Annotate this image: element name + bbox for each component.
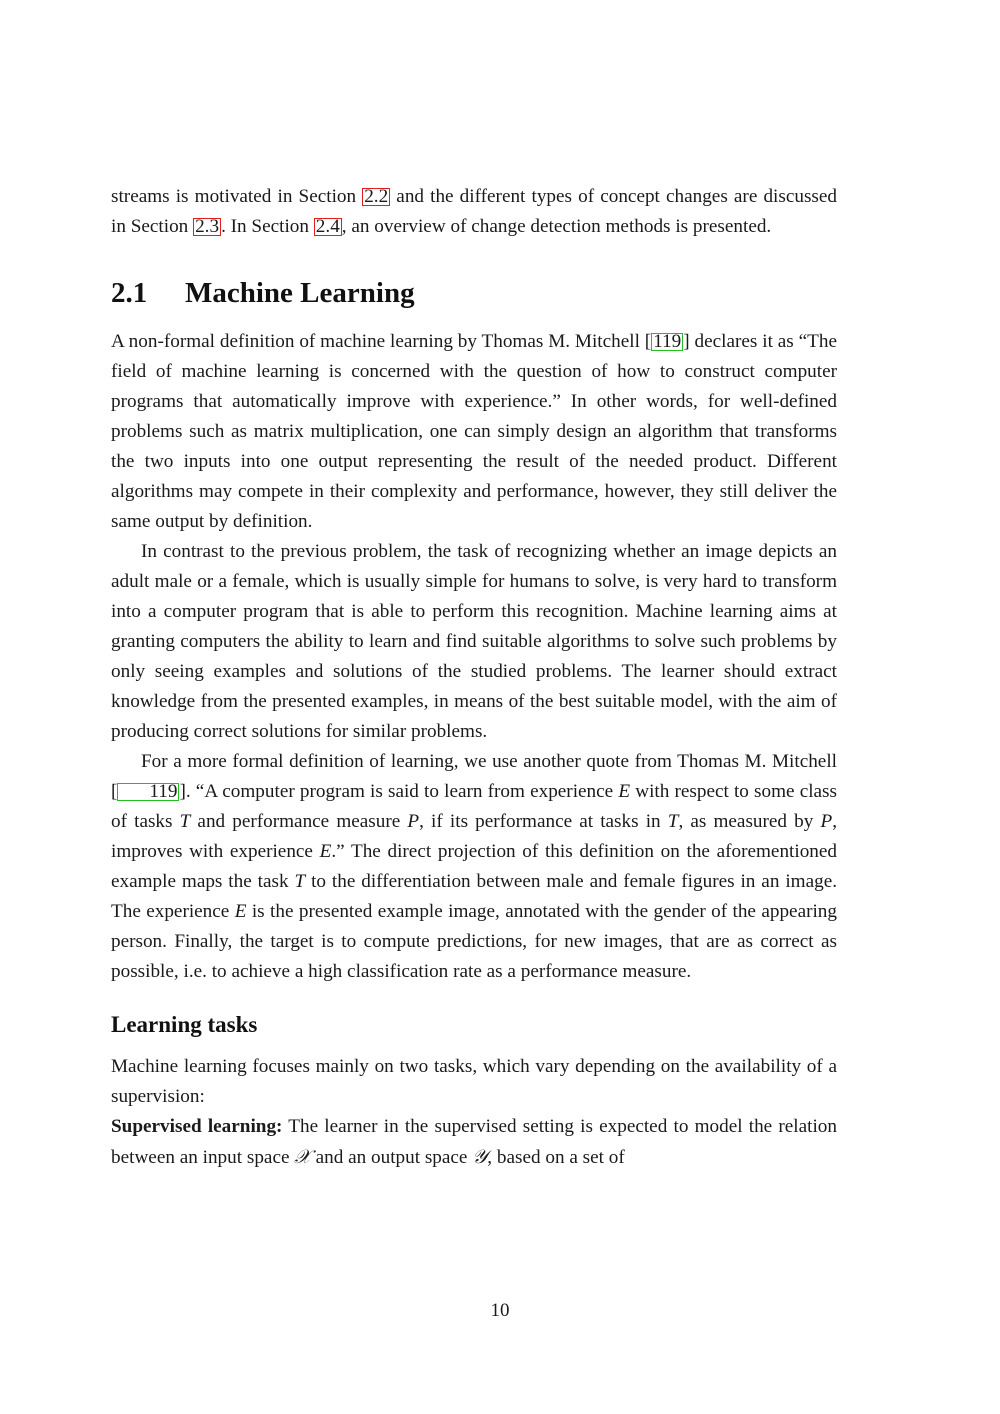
paragraph-supervised-learning	[111, 1112, 837, 1173]
paragraph-text: , based on a set of	[487, 1147, 625, 1168]
math-input-space: 𝒳	[294, 1145, 311, 1168]
math-E: E	[234, 901, 247, 922]
paragraph-text: with respect to some class of tasks	[111, 781, 837, 832]
paragraph-formal-definition	[111, 747, 837, 987]
paragraph-text: A non-formal definition of machine learning by Thomas M. Mitchell [	[111, 331, 652, 352]
paragraph-text: ] declares it as “The field of machine learning is concerned with the question of how to construct computer programs that automatically improve with experience.” In other words, for well-defined problems such as matrix multiplication, one can simply design an algorithm that transforms the two inputs into one output representing the result of the needed product. Different algorithms may compete in their complexity and performance, however, they still deliver the same output by definition.	[111, 331, 837, 532]
paragraph-text: is the presented example image, annotated with the gender of the appearing person. Finally, the target is to compute predictions, for new images, that are as correct as possible, i.e. to achieve a high classification rate as a performance measure.	[111, 901, 837, 982]
math-E: E	[618, 781, 631, 802]
intro-text: . In Section	[221, 216, 314, 237]
paragraph-text: , if its performance at tasks in	[419, 811, 668, 832]
math-T: T	[179, 811, 191, 832]
math-E: E	[319, 841, 332, 862]
section-number: 2.1	[111, 277, 148, 309]
section-ref-2-3[interactable]: 2.3	[195, 216, 220, 237]
page-body	[111, 182, 837, 1173]
section-ref-2-2[interactable]: 2.2	[364, 186, 389, 207]
section-heading	[111, 275, 837, 311]
paragraph-text: , improves with experience	[111, 811, 837, 862]
paragraph-text: The learner in the supervised setting is expected to model the relation between an input space	[111, 1116, 837, 1168]
section-ref-2-4[interactable]: 2.4	[315, 216, 340, 237]
intro-text: streams is motivated in Section	[111, 186, 363, 207]
intro-paragraph	[111, 182, 837, 242]
paragraph-text: to the differentiation between male and female figures in an image. The experience	[111, 871, 838, 922]
paragraph-text: ]. “A computer program is said to learn from experience	[179, 781, 619, 802]
paragraph-contrast: In contrast to the previous problem, the task of recognizing whether an image depicts an adult male or a female, which is usually simple for humans to solve, is very hard to transform into a computer program that is able to perform this recognition. Machine learning aims at granting computers the ability to learn and find suitable algorithms to solve such problems by only seeing examples and solutions of the studied problems. The learner should extract knowledge from the presented examples, in means of the best suitable model, with the aim of producing correct solutions for similar problems.	[111, 541, 837, 742]
math-output-space: 𝒴	[472, 1145, 488, 1168]
paragraph-text: .” The direct projection of this definition on the aforementioned example maps the task	[111, 841, 837, 892]
citation-119[interactable]: 119	[117, 783, 179, 801]
intro-text: , an overview of change detection methods is presented.	[341, 216, 772, 237]
subsection-heading: Learning tasks	[111, 1012, 258, 1037]
paragraph-definition	[111, 327, 837, 537]
math-T: T	[294, 871, 306, 892]
math-T: T	[667, 811, 679, 832]
math-P: P	[820, 811, 833, 832]
run-in-label: Supervised learning:	[111, 1116, 283, 1137]
page-number: 10	[490, 1300, 510, 1321]
paragraph-learning-tasks: Machine learning focuses mainly on two tasks, which vary depending on the availability of a supervision:	[111, 1056, 837, 1107]
paragraph-text: and an output space	[310, 1147, 473, 1168]
section-title: Machine Learning	[185, 277, 415, 309]
paragraph-text: , as measured by	[678, 811, 821, 832]
paragraph-text: For a more formal definition of learning, we use another quote from Thomas M. Mitchell [	[111, 751, 837, 802]
citation-119[interactable]: 119	[653, 331, 682, 352]
math-P: P	[407, 811, 420, 832]
intro-text: and the different types of concept changes are discussed in Section	[111, 186, 837, 237]
paragraph-text: and performance measure	[190, 811, 408, 832]
